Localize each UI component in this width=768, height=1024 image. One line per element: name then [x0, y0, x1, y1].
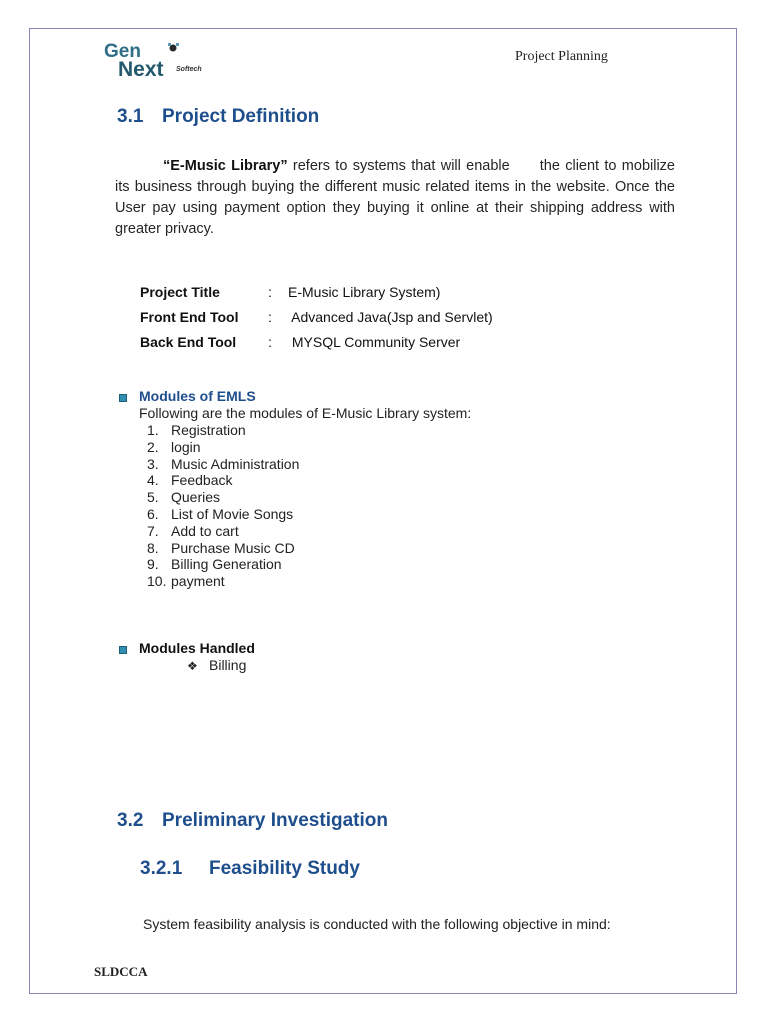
section-heading-3-2	[117, 810, 388, 832]
definition-text-b: the client to mobilize its business through buying the different music related items in the website. Once the User pay using payment option they buying it online at their shipping address with greater privacy.	[115, 158, 675, 237]
list-item: 9. Billing Generation	[147, 556, 282, 573]
header-title: Project Planning	[515, 49, 608, 64]
info-value: Advanced Java(Jsp and Servlet)	[288, 309, 493, 325]
section-heading-3-1	[117, 106, 319, 128]
modules-list	[147, 422, 299, 590]
list-item: 3. Music Administration	[147, 455, 300, 472]
modules-intro: Following are the modules of E-Music Library system:	[139, 405, 472, 421]
list-item: 10. payment	[147, 573, 225, 590]
list-item: 8. Purchase Music CD	[147, 539, 295, 556]
list-item: 4. Feedback	[147, 472, 233, 489]
definition-paragraph	[115, 156, 675, 240]
info-label: Project Title	[140, 284, 220, 300]
square-bullet-icon	[119, 646, 127, 654]
info-separator: :	[268, 284, 272, 300]
info-row-back-end	[140, 334, 460, 350]
logo-sub: Softech	[176, 66, 202, 73]
info-separator: :	[268, 334, 272, 350]
handled-item	[187, 657, 246, 673]
section-title: Project Definition	[162, 106, 320, 127]
definition-bold-name: “E-Music Library”	[163, 158, 288, 174]
section-title: Feasibility Study	[209, 858, 360, 879]
info-value: MYSQL Community Server	[288, 334, 461, 350]
footer-text: SLDCCA	[94, 964, 148, 979]
list-item: 7. Add to cart	[147, 522, 239, 539]
section-heading-3-2-1	[140, 858, 360, 880]
list-item: 2. login	[147, 438, 201, 455]
info-separator: :	[268, 309, 272, 325]
feasibility-text: System feasibility analysis is conducted with the following objective in mind:	[143, 916, 611, 932]
gennext-logo	[104, 40, 244, 84]
square-bullet-icon	[119, 394, 127, 402]
section-number: 3.1	[117, 106, 144, 127]
list-item: 6. List of Movie Songs	[147, 505, 294, 522]
info-label: Back End Tool	[140, 334, 237, 350]
modules-handled-title: Modules Handled	[139, 640, 255, 656]
info-row-project-title	[140, 284, 440, 300]
logo-word1: Gen	[104, 41, 141, 62]
handled-item-label: Billing	[209, 657, 247, 673]
section-number: 3.2.1	[140, 858, 183, 879]
section-title: Preliminary Investigation	[162, 810, 388, 831]
info-label: Front End Tool	[140, 309, 239, 325]
diamond-bullet-icon: ❖	[187, 659, 198, 673]
logo-word2: Next	[118, 58, 164, 81]
definition-text-a: refers to systems that will enable	[287, 158, 510, 174]
info-row-front-end	[140, 309, 493, 325]
list-item: 1. Registration	[147, 422, 246, 438]
info-value: E-Music Library System)	[288, 284, 441, 300]
list-item: 5. Queries	[147, 489, 221, 506]
modules-title: Modules of EMLS	[139, 388, 256, 404]
section-number: 3.2	[117, 810, 144, 831]
